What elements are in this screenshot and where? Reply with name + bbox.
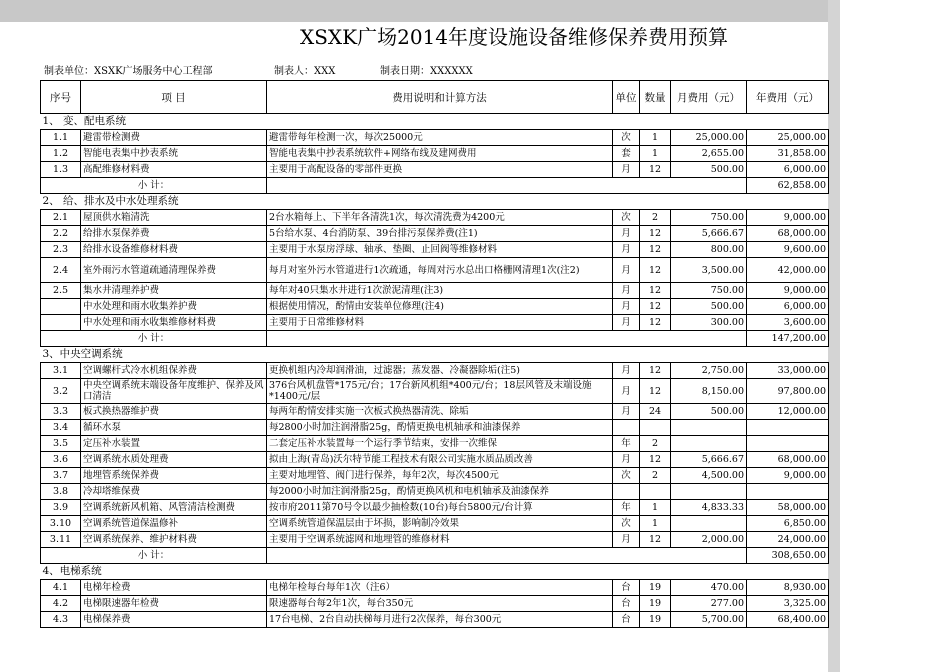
cell-yearly[interactable]: 9,000.00: [747, 283, 829, 299]
cell-unit[interactable]: 月: [613, 283, 640, 299]
cell-seq[interactable]: 2.5: [41, 283, 81, 299]
subtotal-label[interactable]: 小 计：: [41, 548, 267, 564]
cell-seq[interactable]: 2.3: [41, 242, 81, 258]
cell-seq[interactable]: [41, 299, 81, 315]
cell-yearly[interactable]: 9,600.00: [747, 242, 829, 258]
section-title[interactable]: 1、 变、配电系统: [41, 114, 829, 130]
cell-qty[interactable]: 1: [640, 130, 671, 146]
cell-qty[interactable]: 2: [640, 468, 671, 484]
cell-desc[interactable]: 376台风机盘管*175元/台；17台新风机组*400元/台；18层风管及末端设施*1400元/层: [267, 379, 613, 404]
cell-item[interactable]: 地埋管系统保养费: [81, 468, 267, 484]
cell-seq[interactable]: 3.3: [41, 404, 81, 420]
cell-item[interactable]: 空调螺杆式冷水机组保养费: [81, 363, 267, 379]
header-desc[interactable]: 费用说明和计算方法: [267, 81, 613, 114]
cell-unit[interactable]: 月: [613, 258, 640, 283]
cell-desc[interactable]: 主要对地埋管、阀门进行保养，每年2次，每次4500元: [267, 468, 613, 484]
subtotal-blank[interactable]: [267, 331, 747, 347]
table-row: [41, 299, 829, 315]
cell-yearly[interactable]: 3,600.00: [747, 315, 829, 331]
cell-seq[interactable]: 1.2: [41, 146, 81, 162]
table-row: [41, 612, 829, 628]
cell-yearly[interactable]: [747, 484, 829, 500]
cell-seq[interactable]: 3.10: [41, 516, 81, 532]
cell-seq[interactable]: 2.4: [41, 258, 81, 283]
cell-qty[interactable]: 12: [640, 226, 671, 242]
cell-item[interactable]: 中水处理和雨水收集养护费: [81, 299, 267, 315]
table-row: [41, 532, 829, 548]
meta-unit: 制表单位：XSXK广场服务中心工程部: [44, 66, 213, 77]
cell-monthly[interactable]: [671, 436, 747, 452]
cell-seq[interactable]: 3.2: [41, 379, 81, 404]
cell-yearly[interactable]: 12,000.00: [747, 404, 829, 420]
cell-unit[interactable]: [613, 420, 640, 436]
table-row: [41, 363, 829, 379]
cell-item[interactable]: 电梯限速器年检费: [81, 596, 267, 612]
table-row: [41, 315, 829, 331]
cell-item[interactable]: 中水处理和雨水收集维修材料费: [81, 315, 267, 331]
cell-monthly[interactable]: 470.00: [671, 580, 747, 596]
cell-item[interactable]: 循环水泵: [81, 420, 267, 436]
cell-yearly[interactable]: 9,000.00: [747, 468, 829, 484]
cell-yearly[interactable]: 31,858.00: [747, 146, 829, 162]
cell-unit[interactable]: 台: [613, 596, 640, 612]
cell-yearly[interactable]: 24,000.00: [747, 532, 829, 548]
cell-monthly[interactable]: 8,150.00: [671, 379, 747, 404]
cell-monthly[interactable]: [671, 484, 747, 500]
cell-unit[interactable]: 次: [613, 468, 640, 484]
cell-seq[interactable]: 1.1: [41, 130, 81, 146]
section-row: [41, 564, 829, 580]
table-row: [41, 242, 829, 258]
cell-item[interactable]: 中央空调系统末端设备年度维护、保养及风口清洁: [81, 379, 267, 404]
cell-qty[interactable]: 12: [640, 242, 671, 258]
cell-monthly[interactable]: 4,500.00: [671, 468, 747, 484]
cell-unit[interactable]: 次: [613, 130, 640, 146]
cell-qty[interactable]: 12: [640, 379, 671, 404]
cell-desc[interactable]: 每年对40只集水井进行1次淤泥清理(注3): [267, 283, 613, 299]
cell-yearly[interactable]: [747, 420, 829, 436]
header-row: [41, 81, 829, 114]
cell-seq[interactable]: 3.9: [41, 500, 81, 516]
cell-desc[interactable]: 智能电表集中抄表系统软件+网络布线及建网费用: [267, 146, 613, 162]
cell-item[interactable]: 电梯保养费: [81, 612, 267, 628]
table-row: [41, 596, 829, 612]
cell-qty[interactable]: 19: [640, 612, 671, 628]
subtotal-blank[interactable]: [267, 178, 747, 194]
cell-qty[interactable]: 12: [640, 162, 671, 178]
table-row: [41, 580, 829, 596]
subtotal-yearly[interactable]: 62,858.00: [747, 178, 829, 194]
cell-desc[interactable]: 主要用于高配设备的零部件更换: [267, 162, 613, 178]
cell-desc[interactable]: 主要用于日常维修材料: [267, 315, 613, 331]
spreadsheet-page: [40, 22, 828, 672]
cell-monthly[interactable]: 300.00: [671, 315, 747, 331]
table-row: [41, 379, 829, 404]
section-row: [41, 347, 829, 363]
section-row: [41, 194, 829, 210]
cell-desc[interactable]: 17台电梯、2台自动扶梯每月进行2次保养，每台300元: [267, 612, 613, 628]
cell-qty[interactable]: 12: [640, 283, 671, 299]
section-title[interactable]: 3、中央空调系统: [41, 347, 829, 363]
section-title[interactable]: 2、 给、排水及中水处理系统: [41, 194, 829, 210]
page-title: XSXK广场2014年度设施设备维修保养费用预算: [299, 25, 729, 49]
cell-unit[interactable]: 月: [613, 299, 640, 315]
cell-item[interactable]: 空调系统水质处理费: [81, 452, 267, 468]
cell-seq[interactable]: 3.7: [41, 468, 81, 484]
subtotal-yearly[interactable]: 308,650.00: [747, 548, 829, 564]
cell-qty[interactable]: 2: [640, 210, 671, 226]
cell-monthly[interactable]: 500.00: [671, 404, 747, 420]
cell-qty[interactable]: 19: [640, 580, 671, 596]
cell-item[interactable]: 给排水设备维修材料费: [81, 242, 267, 258]
cell-yearly[interactable]: 68,000.00: [747, 226, 829, 242]
cell-monthly[interactable]: 5,666.67: [671, 452, 747, 468]
header-monthly[interactable]: 月费用（元）: [671, 81, 747, 114]
cell-desc[interactable]: 主要用于水泵房浮球、轴承、垫圈、止回阀等维修材料: [267, 242, 613, 258]
cell-qty[interactable]: 12: [640, 299, 671, 315]
cell-unit[interactable]: 台: [613, 580, 640, 596]
cell-seq[interactable]: 2.2: [41, 226, 81, 242]
table-row: [41, 436, 829, 452]
subtotal-label[interactable]: 小 计：: [41, 178, 267, 194]
cell-seq[interactable]: 3.8: [41, 484, 81, 500]
cell-seq[interactable]: 3.6: [41, 452, 81, 468]
cell-unit[interactable]: 月: [613, 379, 640, 404]
cell-item[interactable]: 室外雨污水管道疏通清理保养费: [81, 258, 267, 283]
cell-seq[interactable]: 3.4: [41, 420, 81, 436]
cell-monthly[interactable]: 2,000.00: [671, 532, 747, 548]
cell-unit[interactable]: 月: [613, 162, 640, 178]
table-row: [41, 283, 829, 299]
meta-date: 制表日期：XXXXXX: [380, 66, 473, 77]
cell-monthly[interactable]: 4,833.33: [671, 500, 747, 516]
table-row: [41, 420, 829, 436]
cell-desc[interactable]: 按市府2011第70号令以最少抽检数(10台)每台5800元/台计算: [267, 500, 613, 516]
cell-seq[interactable]: 4.3: [41, 612, 81, 628]
cell-monthly[interactable]: 3,500.00: [671, 258, 747, 283]
table-row: [41, 404, 829, 420]
cell-qty[interactable]: 1: [640, 516, 671, 532]
cell-desc[interactable]: 5台给水泵、4台消防泵、39台排污泵保养费(注1): [267, 226, 613, 242]
cell-unit[interactable]: 月: [613, 452, 640, 468]
cell-desc[interactable]: 每月对室外污水管道进行1次疏通，每周对污水总出口格栅网清理1次(注2): [267, 258, 613, 283]
cell-yearly[interactable]: 33,000.00: [747, 363, 829, 379]
cell-seq[interactable]: 3.5: [41, 436, 81, 452]
cell-monthly[interactable]: 500.00: [671, 299, 747, 315]
cell-unit[interactable]: 月: [613, 404, 640, 420]
cell-unit[interactable]: 月: [613, 532, 640, 548]
cell-yearly[interactable]: 97,800.00: [747, 379, 829, 404]
cell-desc[interactable]: 拟由上海(青岛)沃尔特节能工程技术有限公司实施水质品质改善: [267, 452, 613, 468]
cell-monthly[interactable]: 5,700.00: [671, 612, 747, 628]
table-row: [41, 500, 829, 516]
cell-desc[interactable]: 限速器每台每2年1次，每台350元: [267, 596, 613, 612]
cell-monthly[interactable]: [671, 516, 747, 532]
cell-item[interactable]: 避雷带检测费: [81, 130, 267, 146]
cell-item[interactable]: 智能电表集中抄表系统: [81, 146, 267, 162]
cell-monthly[interactable]: 750.00: [671, 210, 747, 226]
table-row: [41, 452, 829, 468]
budget-table: [40, 80, 829, 628]
cell-unit[interactable]: 台: [613, 612, 640, 628]
cell-yearly[interactable]: 3,325.00: [747, 596, 829, 612]
cell-unit[interactable]: 套: [613, 146, 640, 162]
cell-yearly[interactable]: 8,930.00: [747, 580, 829, 596]
cell-item[interactable]: 高配维修材料费: [81, 162, 267, 178]
cell-qty[interactable]: 2: [640, 436, 671, 452]
cell-monthly[interactable]: 800.00: [671, 242, 747, 258]
cell-yearly[interactable]: 9,000.00: [747, 210, 829, 226]
cell-unit[interactable]: 年: [613, 436, 640, 452]
header-unit[interactable]: 单位: [613, 81, 640, 114]
cell-monthly[interactable]: 2,750.00: [671, 363, 747, 379]
section-title[interactable]: 4、电梯系统: [41, 564, 829, 580]
table-row: [41, 484, 829, 500]
cell-monthly[interactable]: 750.00: [671, 283, 747, 299]
cell-qty[interactable]: 12: [640, 258, 671, 283]
vertical-scrollbar[interactable]: [828, 0, 840, 672]
cell-seq[interactable]: 4.1: [41, 580, 81, 596]
cell-yearly[interactable]: 6,850.00: [747, 516, 829, 532]
subtotal-row: [41, 331, 829, 347]
subtotal-yearly[interactable]: 147,200.00: [747, 331, 829, 347]
cell-unit[interactable]: 次: [613, 210, 640, 226]
cell-desc[interactable]: 空调系统管道保温层由于坏损，影响制冷效果: [267, 516, 613, 532]
cell-qty[interactable]: 12: [640, 363, 671, 379]
cell-item[interactable]: 冷却塔维保费: [81, 484, 267, 500]
cell-unit[interactable]: 月: [613, 363, 640, 379]
table-row: [41, 516, 829, 532]
cell-yearly[interactable]: 68,400.00: [747, 612, 829, 628]
cell-yearly[interactable]: 6,000.00: [747, 299, 829, 315]
table-row: [41, 130, 829, 146]
cell-desc[interactable]: 二套定压补水装置每一个运行季节结束，安排一次维保: [267, 436, 613, 452]
cell-qty[interactable]: 1: [640, 146, 671, 162]
subtotal-row: [41, 548, 829, 564]
cell-item[interactable]: 板式换热器维护费: [81, 404, 267, 420]
cell-seq[interactable]: 3.1: [41, 363, 81, 379]
cell-qty[interactable]: 1: [640, 500, 671, 516]
cell-item[interactable]: 空调系统新风机箱、风管清洁检测费: [81, 500, 267, 516]
cell-unit[interactable]: 月: [613, 226, 640, 242]
table-row: [41, 146, 829, 162]
cell-desc[interactable]: 每2800小时加注润滑脂25g，酌情更换电机轴承和油漆保养: [267, 420, 613, 436]
cell-qty[interactable]: 24: [640, 404, 671, 420]
cell-yearly[interactable]: [747, 436, 829, 452]
cell-yearly[interactable]: 6,000.00: [747, 162, 829, 178]
cell-unit[interactable]: 月: [613, 242, 640, 258]
cell-seq[interactable]: 4.2: [41, 596, 81, 612]
cell-yearly[interactable]: 58,000.00: [747, 500, 829, 516]
header-qty[interactable]: 数量: [640, 81, 671, 114]
cell-item[interactable]: 电梯年检费: [81, 580, 267, 596]
cell-unit[interactable]: 年: [613, 500, 640, 516]
cell-unit[interactable]: 月: [613, 315, 640, 331]
cell-item[interactable]: 屋顶供水箱清洗: [81, 210, 267, 226]
cell-item[interactable]: 定压补水装置: [81, 436, 267, 452]
cell-monthly[interactable]: 2,655.00: [671, 146, 747, 162]
cell-qty[interactable]: 12: [640, 452, 671, 468]
cell-seq[interactable]: 2.1: [41, 210, 81, 226]
meta-line: [40, 62, 828, 76]
cell-item[interactable]: 集水井清理养护费: [81, 283, 267, 299]
cell-desc[interactable]: 电梯年检每台每年1次（注6）: [267, 580, 613, 596]
cell-monthly[interactable]: 500.00: [671, 162, 747, 178]
table-row: [41, 468, 829, 484]
cell-unit[interactable]: [613, 484, 640, 500]
cell-monthly[interactable]: 25,000.00: [671, 130, 747, 146]
subtotal-row: [41, 178, 829, 194]
cell-desc[interactable]: 主要用于空调系统滤网和地埋管的维修材料: [267, 532, 613, 548]
header-item[interactable]: 项 目: [81, 81, 267, 114]
meta-preparer: 制表人：XXX: [274, 66, 336, 77]
cell-seq[interactable]: 1.3: [41, 162, 81, 178]
cell-desc[interactable]: 根据使用情况，酌情由安装单位修理(注4): [267, 299, 613, 315]
cell-qty[interactable]: [640, 484, 671, 500]
cell-monthly[interactable]: [671, 420, 747, 436]
cell-item[interactable]: 空调系统管道保温修补: [81, 516, 267, 532]
cell-qty[interactable]: [640, 420, 671, 436]
cell-unit[interactable]: 次: [613, 516, 640, 532]
cell-item[interactable]: 给排水泵保养费: [81, 226, 267, 242]
header-seq[interactable]: 序号: [41, 81, 81, 114]
cell-yearly[interactable]: 42,000.00: [747, 258, 829, 283]
cell-desc[interactable]: 每两年酌情安排实施一次板式换热器清洗、除垢: [267, 404, 613, 420]
cell-item[interactable]: 空调系统保养、维护材料费: [81, 532, 267, 548]
cell-monthly[interactable]: 277.00: [671, 596, 747, 612]
table-row: [41, 226, 829, 242]
cell-desc[interactable]: 每2000小时加注润滑脂25g，酌情更换风机和电机轴承及油漆保养: [267, 484, 613, 500]
window-top-bar: [0, 0, 828, 22]
cell-seq[interactable]: [41, 315, 81, 331]
table-row: [41, 162, 829, 178]
cell-desc[interactable]: 2台水箱每上、下半年各清洗1次，每次清洗费为4200元: [267, 210, 613, 226]
subtotal-blank[interactable]: [267, 548, 747, 564]
cell-yearly[interactable]: 25,000.00: [747, 130, 829, 146]
cell-monthly[interactable]: 5,666.67: [671, 226, 747, 242]
cell-desc[interactable]: 更换机组内冷却润滑油，过滤器；蒸发器、冷凝器除垢(注5): [267, 363, 613, 379]
cell-seq[interactable]: 3.11: [41, 532, 81, 548]
table-row: [41, 210, 829, 226]
cell-desc[interactable]: 避雷带每年检测一次，每次25000元: [267, 130, 613, 146]
cell-yearly[interactable]: 68,000.00: [747, 452, 829, 468]
header-yearly[interactable]: 年费用（元）: [747, 81, 829, 114]
cell-qty[interactable]: 12: [640, 532, 671, 548]
table-row: [41, 258, 829, 283]
cell-qty[interactable]: 12: [640, 315, 671, 331]
subtotal-label[interactable]: 小 计：: [41, 331, 267, 347]
cell-qty[interactable]: 19: [640, 596, 671, 612]
section-row: [41, 114, 829, 130]
